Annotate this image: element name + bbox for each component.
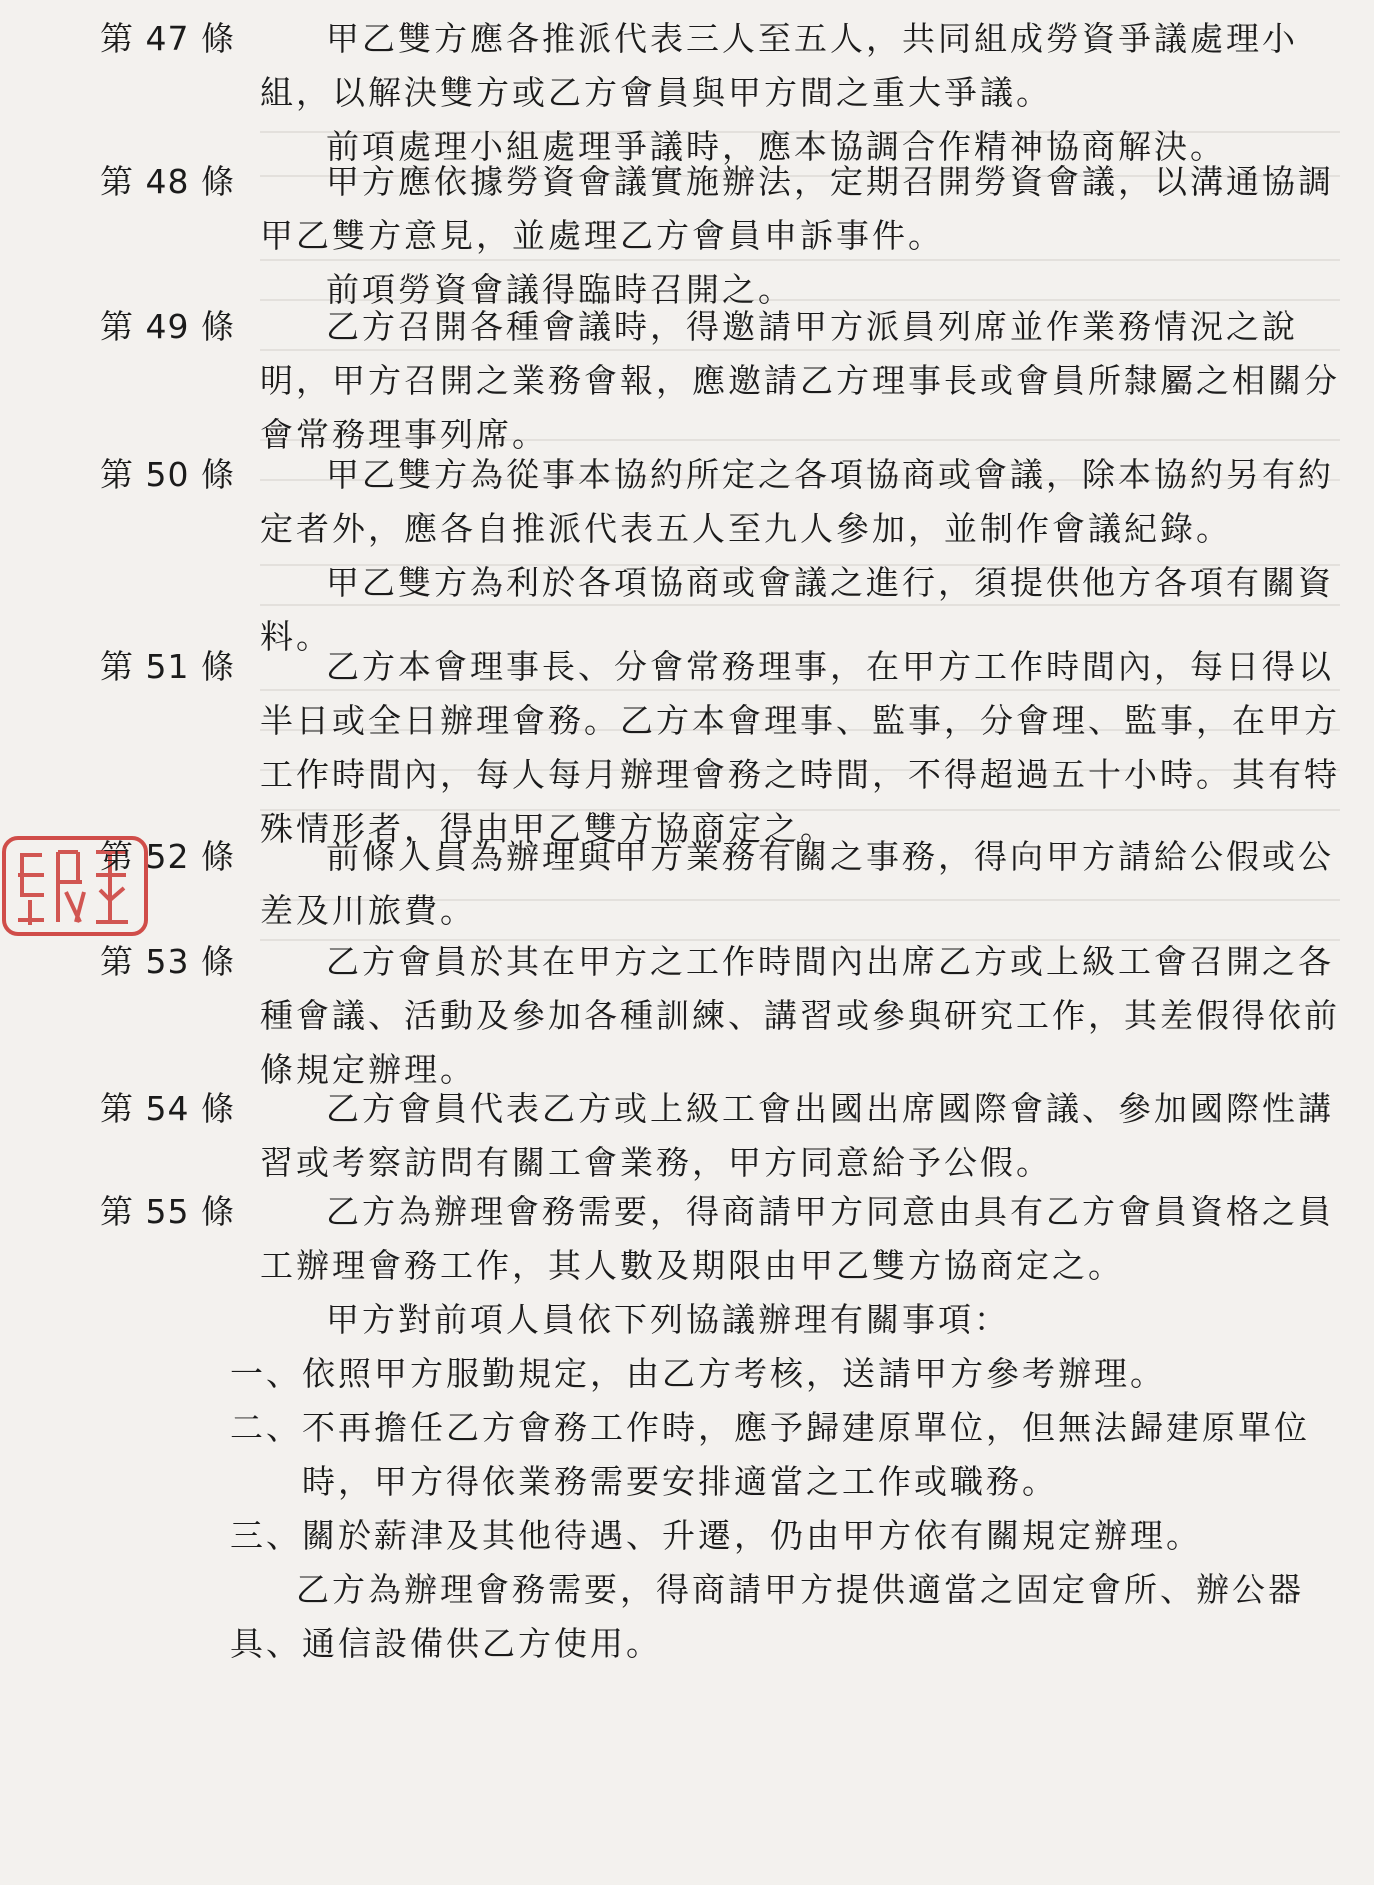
article-number: 第 49 條 <box>100 307 235 346</box>
list-item <box>230 1401 1360 1509</box>
article-number: 第 48 條 <box>100 162 235 201</box>
article-number: 第 52 條 <box>100 837 235 876</box>
article-body <box>260 935 1360 1097</box>
article-body <box>260 448 1360 664</box>
paragraph: 前項處理小組處理爭議時，應本協調合作精神協商解決。 <box>326 127 1226 166</box>
article-body <box>260 155 1360 317</box>
article-body <box>260 300 1360 462</box>
list-number: 二、 <box>230 1408 302 1447</box>
article-number: 第 47 條 <box>100 19 235 58</box>
article-body <box>260 830 1360 938</box>
article-number: 第 50 條 <box>100 455 235 494</box>
article-number: 第 51 條 <box>100 647 235 686</box>
paragraph: 甲乙雙方為利於各項協商或會議之進行，須提供他方各項有關資料。 <box>260 563 1334 656</box>
list-text: 關於薪津及其他待遇、升遷，仍由甲方依有關規定辦理。 <box>302 1516 1202 1555</box>
list-number: 三、 <box>230 1516 302 1555</box>
article-body <box>260 12 1360 174</box>
list-text: 依照甲方服勤規定，由乙方考核，送請甲方參考辦理。 <box>302 1354 1166 1393</box>
article-55-list <box>230 1347 1360 1671</box>
article-number: 第 55 條 <box>100 1192 235 1231</box>
paragraph: 乙方本會理事長、分會常務理事，在甲方工作時間內，每日得以半日或全日辦理會務。乙方本會理事、監事，分會理、監事，在甲方工作時間內，每人每月辦理會務之時間，不得超過五十小時。其有特殊情形者，得由甲乙雙方協商定之。 <box>260 647 1340 848</box>
paragraph: 乙方會員於其在甲方之工作時間內出席乙方或上級工會召開之各種會議、活動及參加各種訓練、講習或參與研究工作，其差假得依前條規定辦理。 <box>260 942 1340 1089</box>
paragraph: 甲乙雙方為從事本協約所定之各項協商或會議，除本協約另有約定者外，應各自推派代表五人至九人參加，並制作會議紀錄。 <box>260 455 1334 548</box>
article-body <box>260 1185 1360 1347</box>
article-number: 第 54 條 <box>100 1089 235 1128</box>
list-item <box>230 1509 1360 1563</box>
paragraph: 甲方對前項人員依下列協議辦理有關事項： <box>326 1300 1010 1339</box>
paragraph: 甲乙雙方應各推派代表三人至五人，共同組成勞資爭議處理小組，以解決雙方或乙方會員與甲方間之重大爭議。 <box>260 19 1298 112</box>
article-number: 第 53 條 <box>100 942 235 981</box>
paragraph: 前條人員為辦理與甲方業務有關之事務，得向甲方請給公假或公差及川旅費。 <box>260 837 1334 930</box>
paragraph: 乙方召開各種會議時，得邀請甲方派員列席並作業務情況之說明，甲方召開之業務會報，應邀請乙方理事長或會員所隸屬之相關分會常務理事列席。 <box>260 307 1340 454</box>
paragraph: 甲方應依據勞資會議實施辦法，定期召開勞資會議，以溝通協調甲乙雙方意見，並處理乙方會員申訴事件。 <box>260 162 1334 255</box>
closing-paragraph: 乙方為辦理會務需要，得商請甲方提供適當之固定會所、辦公器具、通信設備供乙方使用。 <box>230 1570 1304 1663</box>
list-text: 不再擔任乙方會務工作時，應予歸建原單位，但無法歸建原單位時，甲方得依業務需要安排適當之工作或職務。 <box>302 1408 1310 1501</box>
paragraph: 乙方會員代表乙方或上級工會出國出席國際會議、參加國際性講習或考察訪問有關工會業務，甲方同意給予公假。 <box>260 1089 1334 1182</box>
article-body <box>260 1082 1360 1190</box>
list-number: 一、 <box>230 1354 302 1393</box>
paragraph: 乙方為辦理會務需要，得商請甲方同意由具有乙方會員資格之員工辦理會務工作，其人數及期限由甲乙雙方協商定之。 <box>260 1192 1334 1285</box>
list-item <box>230 1347 1360 1401</box>
paragraph: 前項勞資會議得臨時召開之。 <box>326 270 794 309</box>
article-body <box>260 640 1360 856</box>
